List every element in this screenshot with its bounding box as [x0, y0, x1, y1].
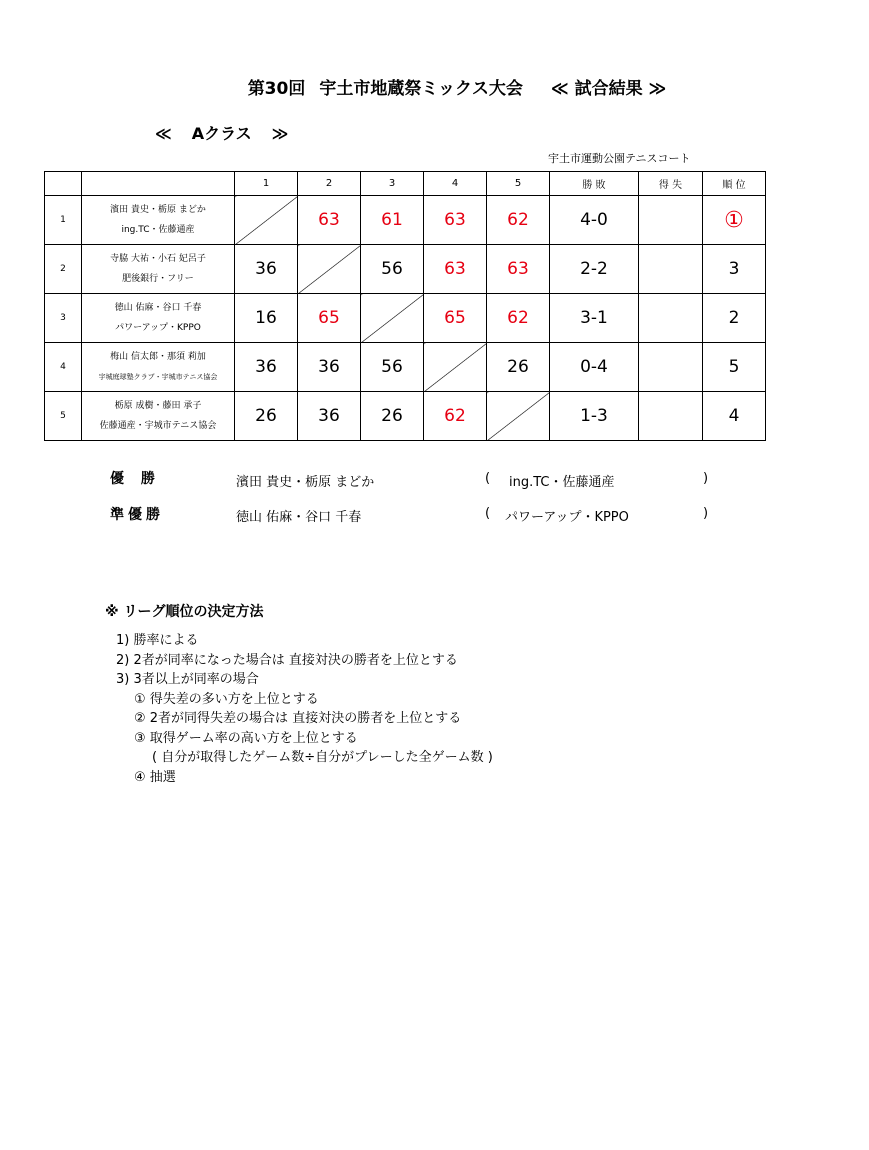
- rank-cell: 3: [703, 245, 766, 294]
- title-result: ≪ 試合結果 ≫: [550, 79, 667, 99]
- rank-cell: 5: [703, 343, 766, 392]
- team-players: 栃原 成樹・藤田 承子: [114, 401, 202, 411]
- rule-1: 1) 勝率による: [116, 633, 199, 648]
- team-cell: [82, 245, 235, 294]
- winner-paren-close: ): [703, 471, 709, 486]
- header-rank: 順 位: [703, 172, 766, 196]
- team-affiliation: パワーアップ・KPPO: [115, 323, 201, 333]
- team-cell: [82, 343, 235, 392]
- header-col-1: 1: [235, 172, 298, 196]
- title-name: 宇土市地蔵祭ミックス大会: [319, 79, 523, 99]
- table-row: [45, 196, 766, 245]
- score-cell: 62: [424, 392, 487, 441]
- table-header-row: [45, 172, 766, 196]
- winloss-cell: 0-4: [550, 343, 639, 392]
- team-cell: [82, 294, 235, 343]
- rank-cell: 4: [703, 392, 766, 441]
- table-row: [45, 245, 766, 294]
- rule-3c-note: ( 自分が取得したゲーム数÷自分がプレーした全ゲーム数 ): [152, 750, 493, 765]
- header-points: 得 失: [639, 172, 703, 196]
- score-cell: 62: [487, 196, 550, 245]
- rule-2: 2) 2者が同率になった場合は 直接対決の勝者を上位とする: [116, 653, 458, 668]
- points-cell: [639, 294, 703, 343]
- team-affiliation: 宇城庭球塾クラブ・宇城市テニス協会: [98, 373, 218, 381]
- table-row: [45, 392, 766, 441]
- runnerup-names: 徳山 佑麻・谷口 千春: [236, 510, 362, 525]
- score-cell: 16: [235, 294, 298, 343]
- score-cell: 36: [298, 343, 361, 392]
- score-cell: 63: [424, 196, 487, 245]
- team-players: 寺脇 大祐・小石 妃呂子: [110, 254, 206, 264]
- rank-cell: ①: [703, 196, 766, 245]
- winloss-cell: 2-2: [550, 245, 639, 294]
- winner-names: 濱田 貴史・栃原 まどか: [236, 475, 375, 490]
- header-blank: [45, 172, 82, 196]
- title-event: 第30回: [247, 79, 306, 99]
- rule-3a: ① 得失差の多い方を上位とする: [134, 692, 319, 707]
- winloss-cell: 1-3: [550, 392, 639, 441]
- row-number: 1: [45, 196, 82, 245]
- header-col-5: 5: [487, 172, 550, 196]
- score-cell: 56: [361, 245, 424, 294]
- diagonal-cell: [487, 392, 550, 441]
- points-cell: [639, 343, 703, 392]
- table-row: [45, 294, 766, 343]
- diagonal-cell: [235, 196, 298, 245]
- rank-cell: 2: [703, 294, 766, 343]
- score-cell: 65: [424, 294, 487, 343]
- team-affiliation: 肥後銀行・フリー: [122, 274, 194, 284]
- score-cell: 63: [487, 245, 550, 294]
- winner-label: 優 勝: [110, 471, 161, 487]
- row-number: 2: [45, 245, 82, 294]
- team-cell: [82, 196, 235, 245]
- diagonal-cell: [298, 245, 361, 294]
- results-table: [44, 171, 766, 441]
- rule-3c: ③ 取得ゲーム率の高い方を上位とする: [134, 731, 358, 746]
- score-cell: 36: [235, 245, 298, 294]
- score-cell: 26: [487, 343, 550, 392]
- points-cell: [639, 196, 703, 245]
- runnerup-affiliation: パワーアップ・KPPO: [505, 510, 629, 525]
- class-name: Aクラス: [191, 124, 252, 143]
- points-cell: [639, 245, 703, 294]
- score-cell: 65: [298, 294, 361, 343]
- runnerup-paren-close: ): [703, 506, 709, 521]
- diagonal-cell: [424, 343, 487, 392]
- row-number: 5: [45, 392, 82, 441]
- team-players: 濱田 貴史・栃原 まどか: [110, 205, 206, 215]
- score-cell: 56: [361, 343, 424, 392]
- header-col-4: 4: [424, 172, 487, 196]
- class-open: ≪: [155, 124, 172, 143]
- score-cell: 63: [424, 245, 487, 294]
- header-col-3: 3: [361, 172, 424, 196]
- page-title: [0, 74, 869, 99]
- score-cell: 26: [235, 392, 298, 441]
- winloss-cell: 3-1: [550, 294, 639, 343]
- winner-paren-open: (: [485, 471, 491, 486]
- class-close: ≫: [271, 124, 289, 143]
- score-cell: 61: [361, 196, 424, 245]
- winner-affiliation: ing.TC・佐藤通産: [509, 475, 615, 490]
- score-cell: 36: [235, 343, 298, 392]
- score-cell: 36: [298, 392, 361, 441]
- team-affiliation: 佐藤通産・宇城市テニス協会: [99, 421, 217, 431]
- score-cell: 62: [487, 294, 550, 343]
- rule-3d: ④ 抽選: [134, 770, 176, 785]
- venue-label: 宇土市運動公園テニスコート: [548, 152, 691, 165]
- rule-3: 3) 3者以上が同率の場合: [116, 672, 259, 687]
- runnerup-paren-open: (: [485, 506, 491, 521]
- team-players: 梅山 信太郎・那須 莉加: [110, 352, 206, 362]
- row-number: 3: [45, 294, 82, 343]
- table-row: [45, 343, 766, 392]
- winloss-cell: 4-0: [550, 196, 639, 245]
- score-cell: 26: [361, 392, 424, 441]
- rules-title: ※ リーグ順位の決定方法: [105, 604, 264, 620]
- team-affiliation: ing.TC・佐藤通産: [121, 225, 195, 235]
- score-cell: 63: [298, 196, 361, 245]
- header-winloss: 勝 敗: [550, 172, 639, 196]
- team-cell: [82, 392, 235, 441]
- points-cell: [639, 392, 703, 441]
- rule-3b: ② 2者が同得失差の場合は 直接対決の勝者を上位とする: [134, 711, 462, 726]
- header-col-2: 2: [298, 172, 361, 196]
- header-blank: [82, 172, 235, 196]
- class-label: [155, 121, 288, 144]
- row-number: 4: [45, 343, 82, 392]
- team-players: 徳山 佑麻・谷口 千春: [114, 303, 202, 313]
- runnerup-label: 準優勝: [110, 507, 164, 523]
- diagonal-cell: [361, 294, 424, 343]
